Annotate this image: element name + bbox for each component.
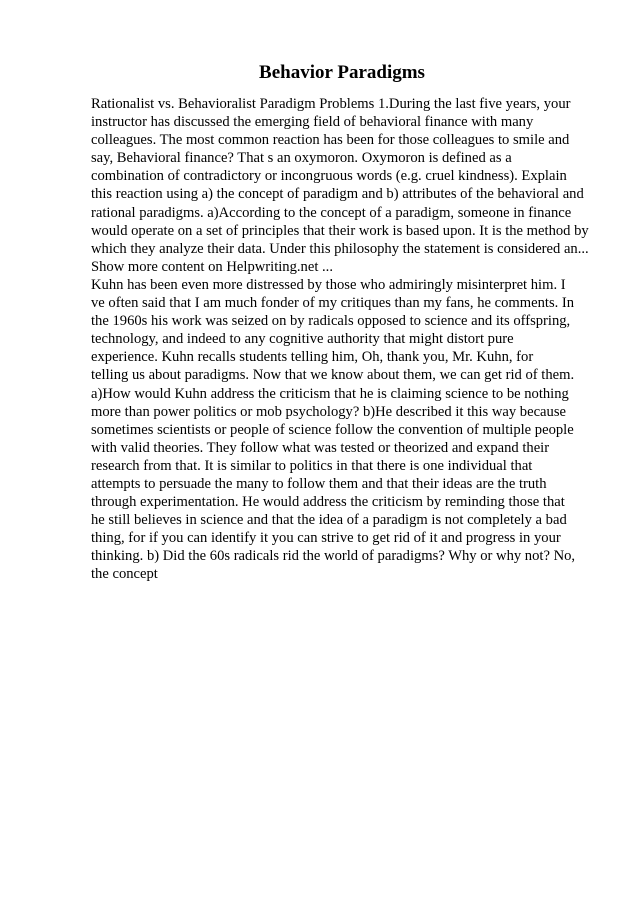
body-line: through experimentation. He would address the criticism by reminding those that [91,494,565,511]
body-line: rational paradigms. a)According to the concept of a paradigm, someone in finance [91,204,572,221]
body-line: thing, for if you can identify it you can strive to get rid of it and progress in your [91,530,561,547]
body-line: which they analyze their data. Under this philosophy the statement is considered an... [91,240,589,257]
body-line: ve often said that I am much fonder of my critiques than my fans, he comments. In [91,295,575,312]
body-line: Kuhn has been even more distressed by those who admiringly misinterpret him. I [91,276,566,293]
document-title: Behavior Paradigms [259,62,425,83]
body-line: research from that. It is similar to politics in that there is one individual that [91,457,533,474]
body-line: say, Behavioral finance? That s an oxymoron. Oxymoron is defined as a [91,150,512,167]
body-line: Rationalist vs. Behavioralist Paradigm Problems 1.During the last five years, your [91,96,571,112]
body-line: the 1960s his work was seized on by radicals opposed to science and its offspring, [91,313,571,330]
body-line: sometimes scientists or people of science follow the convention of multiple people [91,421,574,438]
body-line: would operate on a set of principles that their work is based upon. It is the method by [91,222,589,239]
body-line: thinking. b) Did the 60s radicals rid the world of paradigms? Why or why not? No, [91,548,576,565]
body-line: attempts to persuade the many to follow them and that their ideas are the truth [91,475,547,492]
body-line: this reaction using a) the concept of paradigm and b) attributes of the behavioral and [91,186,584,203]
body-line: combination of contradictory or incongruous words (e.g. cruel kindness). Explain [91,168,567,185]
body-line: Show more content on Helpwriting.net ... [91,258,333,275]
body-line: more than power politics or mob psychology? b)He described it this way because [91,403,566,420]
body-line: telling us about paradigms. Now that we know about them, we can get rid of them. [91,367,575,384]
body-line: experience. Kuhn recalls students telling him, Oh, thank you, Mr. Kuhn, for [91,349,534,366]
body-line: he still believes in science and that the idea of a paradigm is not completely a bad [91,512,567,529]
body-line: with valid theories. They follow what was tested or theorized and expand their [91,439,550,456]
document-body [91,95,611,584]
body-line: colleagues. The most common reaction has been for those colleagues to smile and [91,132,570,149]
body-line: the concept [91,566,158,583]
body-line: instructor has discussed the emerging field of behavioral finance with many [91,114,534,131]
body-line: technology, and indeed to any cognitive authority that might distort pure [91,331,514,348]
body-line: a)How would Kuhn address the criticism that he is claiming science to be nothing [91,385,569,402]
